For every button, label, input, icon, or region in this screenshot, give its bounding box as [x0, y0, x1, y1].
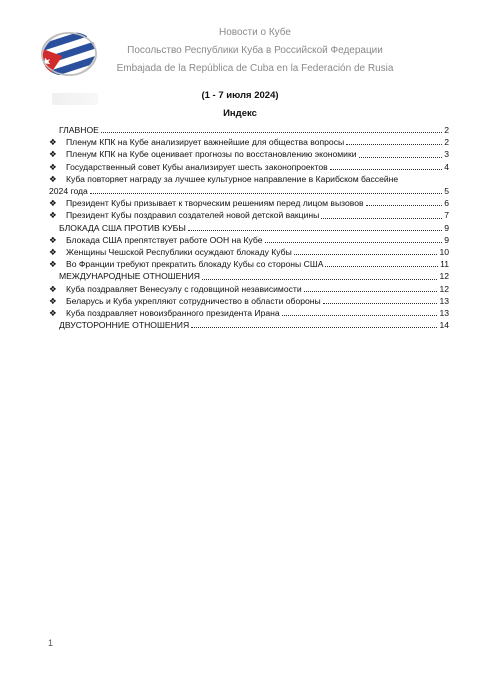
dot-leader: [294, 254, 438, 255]
diamond-bullet-icon: ❖: [49, 149, 57, 160]
toc-section-main[interactable]: ГЛАВНОЕ 2: [59, 125, 449, 135]
dot-leader: [202, 279, 437, 280]
toc-entry[interactable]: ❖ Президент Кубы призывает к творческим решениям перед лицом вызовов 6: [49, 198, 449, 209]
dot-leader: [323, 303, 438, 304]
diamond-bullet-icon: ❖: [49, 198, 57, 209]
toc-entry[interactable]: ❖ Государственный совет Кубы анализирует шесть законопроектов 4: [49, 161, 449, 172]
toc-entry[interactable]: ❖ Пленум КПК на Кубе оценивает прогнозы по восстановлению экономики 3: [49, 149, 449, 160]
toc-entry[interactable]: ❖ Президент Кубы поздравил создателей новой детской вакцины 7: [49, 210, 449, 221]
header-embassy-ru: Посольство Республики Куба в Российской Федерации: [127, 45, 383, 56]
diamond-bullet-icon: ❖: [49, 308, 57, 319]
dot-leader: [321, 218, 442, 219]
dot-leader: [330, 169, 443, 170]
dot-leader: [101, 132, 442, 133]
dot-leader: [325, 266, 438, 267]
toc-entry[interactable]: ❖ Блокада США препятствует работе ООН на Кубе 9: [49, 234, 449, 245]
cuba-flag-emblem-icon: [40, 30, 98, 78]
diamond-bullet-icon: ❖: [49, 173, 57, 184]
dot-leader: [282, 315, 438, 316]
dot-leader: [304, 291, 438, 292]
diamond-bullet-icon: ❖: [49, 283, 57, 294]
header-news-title: Новости о Кубе: [219, 27, 291, 38]
toc-entry[interactable]: ❖ Во Франции требуют прекратить блокаду Кубы со стороны США 11: [49, 259, 449, 270]
toc-entry[interactable]: ❖ Пленум КПК на Кубе анализирует важнейшие для общества вопросы 2: [49, 137, 449, 148]
dot-leader: [265, 242, 443, 243]
dot-leader: [366, 205, 443, 206]
toc-entry-multiline[interactable]: ❖ Куба повторяет награду за лучшее культурное направление в Карибском бассейне 2024 года 5: [49, 173, 449, 197]
diamond-bullet-icon: ❖: [49, 247, 57, 258]
diamond-bullet-icon: ❖: [49, 234, 57, 245]
header-embassy-es: Embajada de la República de Cuba en la Federación de Rusia: [116, 63, 394, 74]
toc-entry[interactable]: ❖ Беларусь и Куба укрепляют сотрудничество в области обороны 13: [49, 295, 449, 306]
week-range: (1 - 7 июля 2024): [201, 90, 279, 101]
dot-leader: [359, 157, 443, 158]
toc-section-bilateral[interactable]: ДВУСТОРОННИЕ ОТНОШЕНИЯ 14: [59, 320, 449, 331]
diamond-bullet-icon: ❖: [49, 295, 57, 306]
diamond-bullet-icon: ❖: [49, 259, 57, 270]
dot-leader: [191, 327, 437, 328]
diamond-bullet-icon: ❖: [49, 210, 57, 221]
toc-section-international[interactable]: МЕЖДУНАРОДНЫЕ ОТНОШЕНИЯ 12: [59, 271, 449, 282]
diamond-bullet-icon: ❖: [49, 137, 57, 148]
dot-leader: [346, 144, 442, 145]
toc-entry[interactable]: ❖ Куба поздравляет Венесуэлу с годовщиной независимости 12: [49, 283, 449, 294]
toc-entry[interactable]: ❖ Куба поздравляет новоизбранного президента Ирана 13: [49, 308, 449, 319]
index-title: Индекс: [223, 108, 257, 119]
diamond-bullet-icon: ❖: [49, 161, 57, 172]
toc-entry[interactable]: ❖ Женщины Чешской Республики осуждают блокаду Кубы 10: [49, 247, 449, 258]
table-of-contents: [49, 124, 449, 331]
embassy-header: [100, 24, 410, 78]
toc-section-blockade[interactable]: БЛОКАДА США ПРОТИВ КУБЫ 9: [59, 222, 449, 233]
page-number: 1: [48, 638, 54, 648]
dot-leader: [188, 230, 442, 231]
dot-leader: [90, 193, 442, 194]
